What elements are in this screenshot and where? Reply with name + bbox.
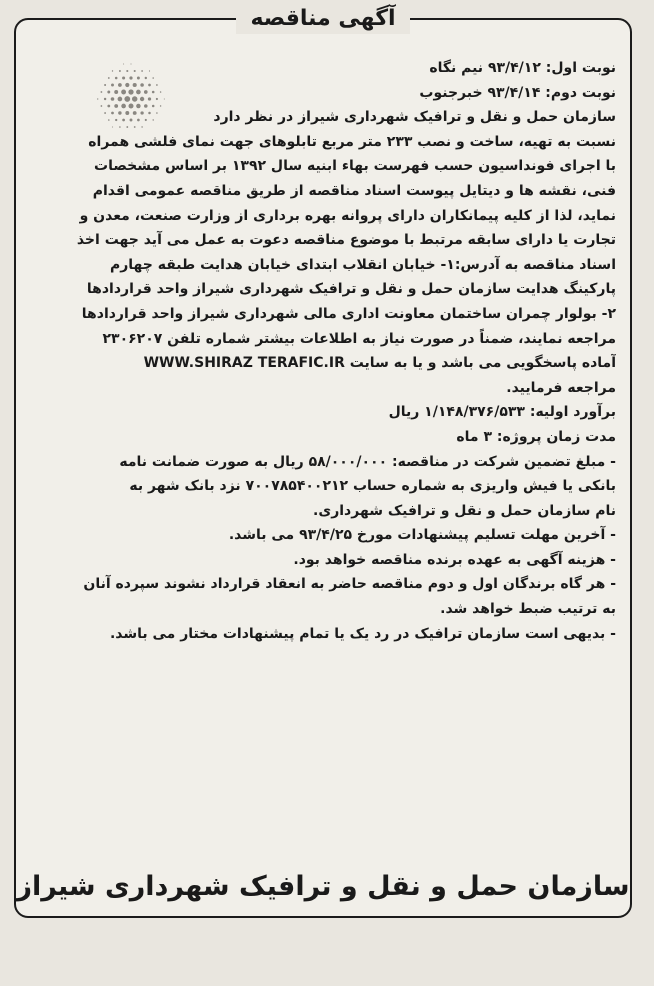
organization-signature: سازمان حمل و نقل و ترافیک شهرداری شیراز [16, 871, 630, 902]
advert-cost-line: - هزینه آگهی به عهده برنده مناقصه خواهد بود. [293, 551, 616, 568]
initial-estimate-line: برآورد اولیه: ۱/۱۴۸/۳۷۶/۵۳۳ ریال [388, 404, 616, 421]
project-duration-line: مدت زمان پروژه: ۳ ماه [456, 428, 616, 445]
body-line: اسناد مناقصه به آدرس:۱- خیابان انقلاب ابتدای خیابان هدایت طبقه چهارم [109, 256, 616, 273]
body-line: سازمان حمل و نقل و ترافیک شهرداری شیراز در نظر دارد [213, 109, 616, 126]
first-publication-line: نوبت اول: ۹۳/۴/۱۲ نیم نگاه [429, 60, 616, 76]
body-line: فنی، نقشه ها و دیتایل پیوست اسناد مناقصه از طریق مناقصه عمومی اقدام [92, 182, 616, 199]
notice-title: آگهی مناقصه [236, 4, 409, 34]
body-line: با اجرای فونداسیون حسب فهرست بهاء ابنیه سال ۱۳۹۲ بر اساس مشخصات [94, 158, 616, 175]
body-line: بانکی یا فیش واریزی به شماره حساب ۷۰۰۷۸۵۴۰۰۲۱۲ نزد بانک شهر به [129, 478, 616, 495]
tender-notice [14, 6, 632, 918]
body-line: مراجعه نمایند، ضمناً در صورت نیاز به اطلاعات بیشتر شماره تلفن ۲۳۰۶۲۰۷ [102, 330, 616, 347]
deadline-line: - آخرین مهلت تسلیم پیشنهادات مورخ ۹۳/۴/۲۵ می باشد. [228, 527, 616, 544]
body-line: ۲- بولوار چمران ساختمان معاونت اداری مالی شهرداری شیراز واحد قراردادها [81, 305, 616, 322]
body-line: تجارت یا دارای سابقه مرتبط با موضوع مناقصه دعوت به عمل می آید جهت اخذ [76, 232, 616, 249]
body-line: - بدیهی است سازمان ترافیک در رد یک یا تمام پیشنهادات مختار می باشد. [109, 625, 616, 642]
body-line: نام سازمان حمل و نقل و ترافیک شهرداری. [313, 502, 616, 519]
website-line: آماده پاسخگویی می باشد و یا به سایت WWW.SHIRAZ TERAFIC.IR [143, 355, 616, 372]
body-line: پارکینگ هدایت سازمان حمل و نقل و ترافیک شهرداری شیراز واحد قراردادها [86, 281, 616, 298]
second-publication-line: نوبت دوم: ۹۳/۴/۱۴ خبرجنوب [419, 84, 616, 101]
body-line: نسبت به تهیه، ساخت و نصب ۲۳۳ متر مربع تابلوهای جهت نمای فلشی همراه [88, 133, 616, 150]
guarantee-line: - مبلغ تضمین شرکت در مناقصه: ۵۸/۰۰۰/۰۰۰ ریال به صورت ضمانت نامه [119, 453, 616, 470]
body-line: نماید، لذا از کلیه پیمانکاران دارای پروانه بهره برداری از وزارت صنعت، معدن و [79, 207, 616, 224]
body-line: به ترتیب ضبط خواهد شد. [440, 601, 616, 618]
title-wrap [16, 4, 630, 34]
body-line: - هر گاه برندگان اول و دوم مناقصه حاضر به انعقاد قرارداد نشوند سپرده آنان [83, 576, 616, 593]
notice-body [30, 56, 616, 646]
body-line: مراجعه فرمایید. [506, 379, 616, 396]
